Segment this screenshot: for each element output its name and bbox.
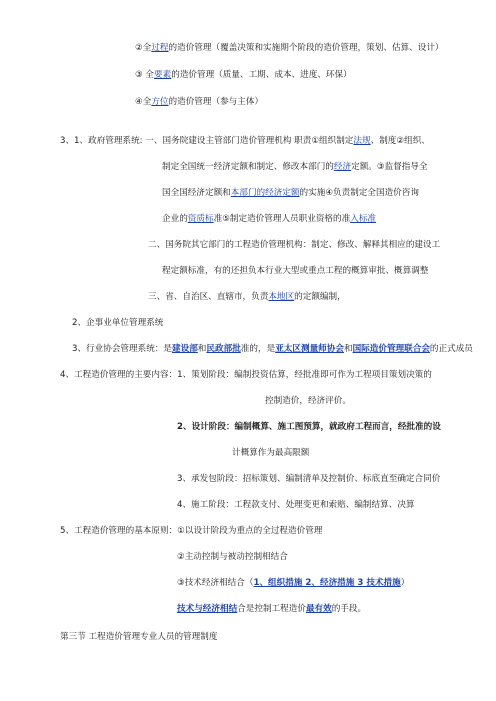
- line-basic-principles: 5、工程造价管理的基本原则：①以设计阶段为重点的全过程造价管理: [60, 526, 323, 536]
- line-government-system: [60, 135, 430, 147]
- line-provinces: [148, 291, 346, 303]
- line-text: 的造价管理（覆盖决策和实施期个阶段的造价管理，策划、估算、设计）: [168, 43, 444, 53]
- line-text: ）: [400, 578, 410, 588]
- link-process[interactable]: 过程: [151, 43, 169, 53]
- line-text: 的手段。: [331, 604, 367, 614]
- link-measures[interactable]: 1、组织措施 2、经济措施 3 技术措施: [253, 578, 401, 588]
- line-text: ②全: [135, 43, 152, 53]
- line-main-contents: 4、工程造价管理的主要内容：1、策划阶段：编制投资估算，经批准即可作为工程项目策划决策的: [60, 370, 432, 380]
- link-elements[interactable]: 要素: [154, 70, 172, 80]
- line-tech-economy: [177, 577, 409, 589]
- line-text: 的实施④负责制定全国造价咨询: [299, 188, 419, 198]
- section-heading: 第三节 工程造价管理专业人员的管理制度: [60, 632, 218, 642]
- line-text: 3、1、政府管理系统: 一、国务院建设主管部门造价管理机构 职责①组织制定: [60, 136, 354, 146]
- line-text: 3、行业协会管理系统：是: [72, 344, 172, 354]
- link-qualification[interactable]: 资质标: [187, 214, 214, 224]
- line-qualification: [162, 213, 376, 225]
- line-control-cost: 控制造价，经济评价。: [265, 396, 351, 406]
- link-icec[interactable]: 国际造价管理联合会: [352, 344, 430, 354]
- line-full-elements: [135, 69, 352, 81]
- line-text: 合是控制工程造价: [237, 604, 306, 614]
- line-text: 的正式成员: [429, 344, 473, 354]
- line-text: ③ 全: [135, 70, 155, 80]
- line-active-passive: ②主动控制与被动控制相结合: [177, 552, 288, 562]
- line-text: 和: [197, 344, 207, 354]
- line-text: 国全国经济定额和: [162, 188, 231, 198]
- link-most-effective[interactable]: 最有效: [305, 604, 332, 614]
- line-other-departments: 二、国务院其它部门的工程造价管理机构：制定、修改、解释其相应的建设工: [148, 240, 441, 250]
- line-most-effective: [177, 603, 366, 615]
- line-text: 准的，是: [240, 344, 276, 354]
- line-text: ③技术经济相结合（: [177, 578, 254, 588]
- link-asia-pacific-surveyors[interactable]: 亚太区测量师协会: [275, 344, 344, 354]
- link-tech-economy-combined[interactable]: 技术与经济相结: [177, 604, 238, 614]
- line-enterprise-system: 2、企事业单位管理系统: [72, 318, 164, 328]
- line-national-quota: [162, 187, 419, 199]
- line-text: 三、省、自治区、直辖市，负责: [148, 292, 269, 302]
- line-text: 的造价管理（质量、工期、成本、进度、环保）: [171, 70, 352, 80]
- link-ministry-civil-affairs[interactable]: 民政部批: [206, 344, 241, 354]
- line-text: 定额。③监督指导全: [351, 162, 428, 172]
- line-design-stage: 2、设计阶段：编制概算、施工图预算，就政府工程而言，经批准的设: [177, 422, 441, 432]
- line-text: 的定额编制，: [294, 292, 346, 302]
- line-text: 准⑤制定造价管理人员职业资格的准: [213, 214, 351, 224]
- line-full-process: [135, 42, 444, 54]
- line-bidding-stage: 3、承发包阶段：招标策划、编制清单及控制价、标底直至确定合同价: [177, 474, 441, 484]
- line-budget-limit: 计概算作为最高限额: [232, 448, 310, 458]
- line-industry-association: [72, 343, 473, 355]
- line-quota-standards: 程定额标准，有的还担负本行业大型或重点工程的概算审批、概算调整: [162, 266, 429, 276]
- link-economic[interactable]: 经济: [333, 162, 352, 172]
- link-local-region[interactable]: 本地区: [268, 292, 295, 302]
- line-full-orientation: [135, 96, 263, 108]
- link-entry-standard[interactable]: 入标准: [350, 214, 377, 224]
- link-laws[interactable]: 法规: [353, 136, 371, 146]
- line-text: 的造价管理（参与主体）: [168, 97, 264, 107]
- line-text: 和: [343, 344, 353, 354]
- link-orientation[interactable]: 方位: [151, 97, 169, 107]
- line-text: 制定全国统一经济定额和制定、修改本部门的: [162, 162, 334, 172]
- line-construction-stage: 4、施工阶段：工程款支付、处理变更和索赔、编制结算、决算: [177, 500, 415, 510]
- line-text: 、制度②组织、: [370, 136, 430, 146]
- line-text: ④全: [135, 97, 152, 107]
- link-ministry-construction[interactable]: 建设部: [172, 344, 198, 354]
- link-department-quota[interactable]: 本部门的经济定额: [230, 188, 300, 198]
- line-quota-formulation: [162, 161, 428, 173]
- line-text: 企业的: [162, 214, 188, 224]
